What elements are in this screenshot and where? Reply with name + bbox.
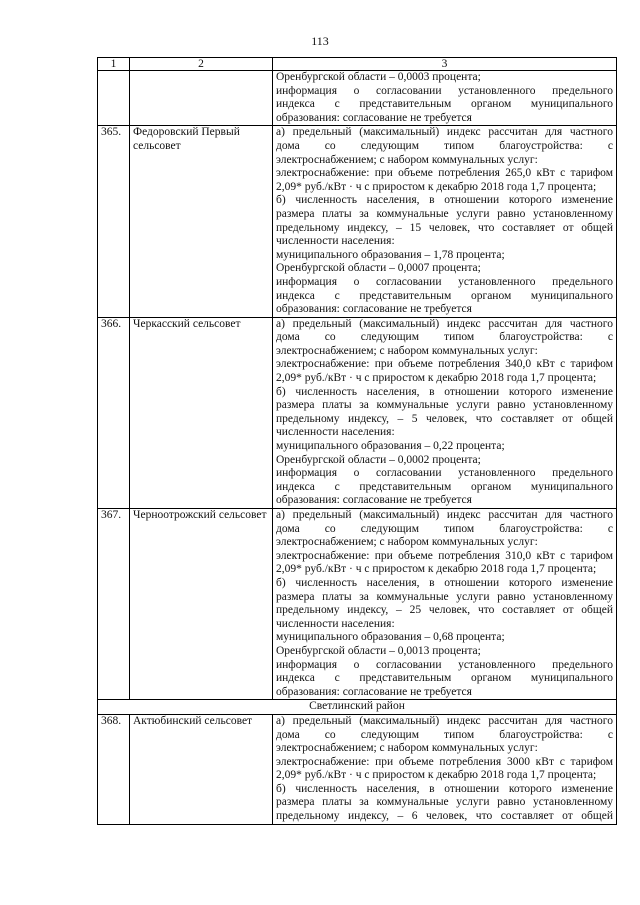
description-line: 2,09* руб./кВт · ч с приростом к декабрю 2018 года 1,7 процента; [276,372,597,385]
description-line: информация о согласовании установленного предельного [276,467,613,480]
description-line: 2,09* руб./кВт · ч с приростом к декабрю 2018 года 1,7 процента; [276,563,597,576]
table-row-365 [98,126,617,317]
column-header-1: 1 [98,58,130,71]
description-line: образования: согласование не требуется [276,303,472,316]
column-header-2: 2 [130,58,273,71]
description-line: информация о согласовании установленного предельного [276,658,613,671]
description-line: предельному индексу, – 5 человек, что составляет от общей [276,412,613,425]
row-description [273,509,617,700]
page-number: 113 [311,34,329,48]
description-line: размера платы за коммунальные услуги равно установленному [276,207,613,220]
description-line: индекса с представительным органом муниципального [276,672,613,685]
description-line: а) предельный (максимальный) индекс рассчитан для частного [276,714,613,727]
description-line: электроснабжением; с набором коммунальных услуг: [276,344,538,357]
description-line: электроснабжением; с набором коммунальных услуг: [276,536,538,549]
district-name: Светлинский район [98,700,617,715]
description-line: дома со следующим типом благоустройства: с [276,522,613,535]
row-description [273,126,617,317]
description-line: информация о согласовании установленного предельного [276,84,613,97]
continuation-name-cell [130,71,273,126]
description-line: дома со следующим типом благоустройства: с [276,728,613,741]
description-line: дома со следующим типом благоустройства: с [276,139,613,152]
description-line: а) предельный (максимальный) индекс рассчитан для частного [276,126,613,139]
description-line: а) предельный (максимальный) индекс рассчитан для частного [276,317,613,330]
description-line: численности населения: [276,426,395,439]
description-line: муниципального образования – 0,22 процента; [276,440,505,453]
tariff-table [97,57,617,825]
table-row-367 [98,509,617,700]
continuation-row [98,71,617,126]
description-line: б) численность населения, в отношении которого изменение [276,782,613,795]
table-header-row [98,58,617,71]
description-line: размера платы за коммунальные услуги равно установленному [276,590,613,603]
description-line: предельному индексу, – 15 человек, что составляет от общей [276,221,613,234]
row-description [273,317,617,508]
row-number: 365. [98,126,130,317]
description-line: электроснабжение: при объеме потребления 310,0 кВт с тарифом [276,549,613,562]
description-line: Оренбургской области – 0,0007 процента; [276,262,481,275]
description-line: электроснабжение: при объеме потребления 340,0 кВт с тарифом [276,358,613,371]
municipality-name: Черноотрожский сельсовет [130,509,273,700]
municipality-name: Федоровский Первый сельсовет [130,126,273,317]
district-row [98,700,617,715]
description-line: электроснабжением; с набором коммунальных услуг: [276,153,538,166]
description-line: предельному индексу, – 6 человек, что составляет от общей [276,810,613,823]
row-number: 367. [98,509,130,700]
description-line: электроснабжение: при объеме потребления 3000 кВт с тарифом [276,755,613,768]
description-line: б) численность населения, в отношении которого изменение [276,194,613,207]
description-line: размера платы за коммунальные услуги равно установленному [276,399,613,412]
continuation-desc-cell [273,71,617,126]
table-row-368 [98,714,617,824]
description-line: б) численность населения, в отношении которого изменение [276,385,613,398]
description-line: индекса с представительным органом муниципального [276,98,613,111]
description-line: численности населения: [276,617,395,630]
row-number: 366. [98,317,130,508]
description-line: муниципального образования – 1,78 процента; [276,248,505,261]
table-row-366 [98,317,617,508]
municipality-name: Черкасский сельсовет [130,317,273,508]
description-line: Оренбургской области – 0,0003 процента; [276,71,481,83]
description-line: индекса с представительным органом муниципального [276,480,613,493]
description-line: информация о согласовании установленного предельного [276,275,613,288]
municipality-name: Актюбинский сельсовет [130,714,273,824]
row-number: 368. [98,714,130,824]
description-line: электроснабжением; с набором коммунальных услуг: [276,742,538,755]
continuation-num-cell [98,71,130,126]
description-line: Оренбургской области – 0,0013 процента; [276,644,481,657]
description-line: а) предельный (максимальный) индекс рассчитан для частного [276,509,613,521]
description-line: Оренбургской области – 0,0002 процента; [276,453,481,466]
description-line: размера платы за коммунальные услуги равно установленному [276,796,613,809]
description-line: образования: согласование не требуется [276,685,472,698]
description-line: муниципального образования – 0,68 процента; [276,631,505,644]
description-line: численности населения: [276,235,395,248]
description-line: образования: согласование не требуется [276,111,472,124]
description-line: дома со следующим типом благоустройства: с [276,331,613,344]
description-line: электроснабжение: при объеме потребления 265,0 кВт с тарифом [276,167,613,180]
description-line: предельному индексу, – 25 человек, что составляет от общей [276,604,613,617]
row-description [273,714,617,824]
column-header-3: 3 [273,58,617,71]
description-line: образования: согласование не требуется [276,494,472,507]
description-line: 2,09* руб./кВт · ч с приростом к декабрю 2018 года 1,7 процента; [276,769,597,782]
description-line: б) численность населения, в отношении которого изменение [276,576,613,589]
description-line: индекса с представительным органом муниципального [276,289,613,302]
description-line: 2,09* руб./кВт · ч с приростом к декабрю 2018 года 1,7 процента; [276,180,597,193]
